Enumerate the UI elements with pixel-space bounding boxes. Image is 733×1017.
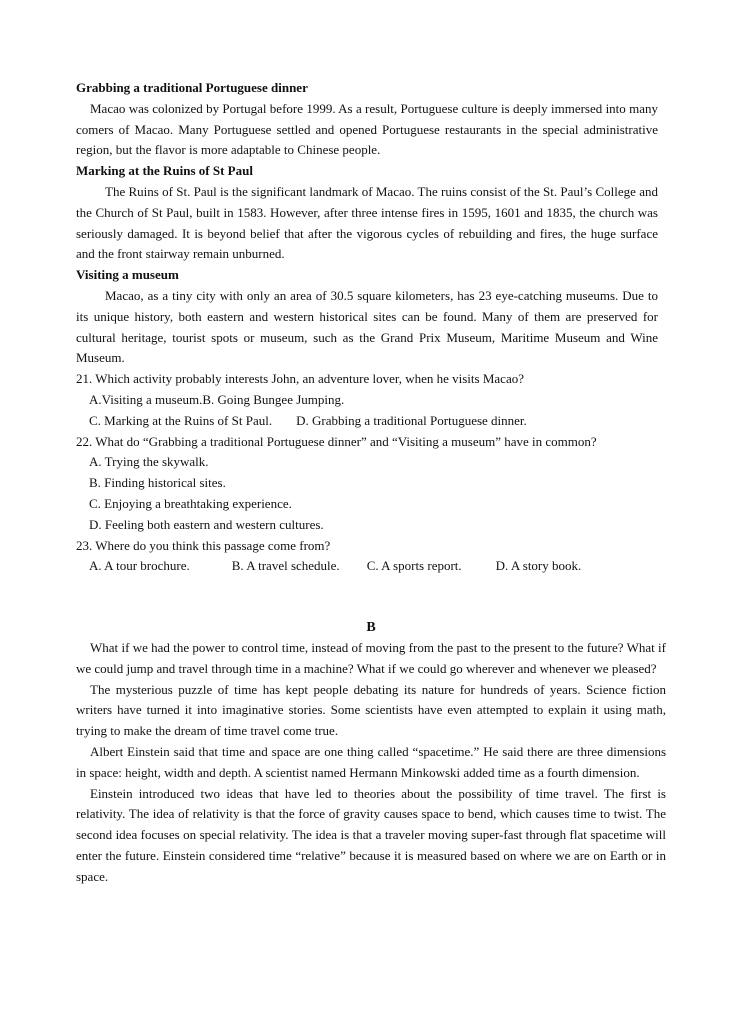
option-a[interactable]: A. Trying the skywalk.: [89, 454, 209, 470]
question-22: [76, 432, 658, 536]
heading-portuguese-dinner: Grabbing a traditional Portuguese dinner: [76, 80, 308, 95]
option-b[interactable]: B. Going Bungee Jumping.: [202, 391, 345, 407]
heading-ruins-st-paul: Marking at the Ruins of St Paul: [76, 163, 253, 179]
question-stem: 22. What do “Grabbing a traditional Portuguese dinner” and “Visiting a museum” have in common?: [76, 433, 597, 449]
option-c[interactable]: C. Marking at the Ruins of St Paul.: [89, 412, 273, 428]
question-stem: 21. Which activity probably interests John, an adventure lover, when he visits Macao?: [76, 371, 524, 387]
option-d[interactable]: D. A story book.: [495, 558, 582, 574]
option-b[interactable]: B. A travel schedule.: [231, 558, 340, 574]
paragraph-b-4: Einstein introduced two ideas that have led to theories about the possibility of time travel. The first is relativity. The idea of relativity is that the force of gravity causes space to bend, which causes time to twist. The second idea focuses on special relativity. The idea is that a traveler moving super-fast through flat spacetime will enter the future. Einstein considered time “relative” because it is measured based on where we are on Earth or in space.: [76, 785, 666, 884]
option-a[interactable]: A.Visiting a museum.: [89, 391, 203, 407]
option-d[interactable]: D. Grabbing a traditional Portuguese dinner.: [296, 412, 527, 428]
paragraph-b-2: The mysterious puzzle of time has kept people debating its nature for hundreds of years. Science fiction writers have turned it into imaginative stories. Some scientists have even attempted to explain it using math, trying to make the dream of time travel come true.: [76, 681, 666, 739]
section-b-title: B: [366, 620, 376, 635]
option-d[interactable]: D. Feeling both eastern and western cultures.: [89, 516, 324, 532]
paragraph-portuguese-dinner: Macao was colonized by Portugal before 1999. As a result, Portuguese culture is deeply immersed into many comers of Macao. Many Portuguese settled and opened Portuguese restaurants in the special administrative region, but the flavor is more adaptable to Chinese people.: [76, 100, 658, 158]
paragraph-ruins-st-paul: The Ruins of St. Paul is the significant landmark of Macao. The ruins consist of the St. Paul’s College and the Church of St Paul, built in 1583. However, after three intense fires in 1595, 1601 and 1835, the church was seriously damaged. It is beyond belief that after the vigorous cycles of rebuilding and fires, the huge surface and the front stairway remain unburned.: [76, 183, 658, 262]
heading-museum: Visiting a museum: [76, 267, 179, 283]
option-b[interactable]: B. Finding historical sites.: [89, 475, 226, 491]
option-c[interactable]: C. A sports report.: [366, 558, 462, 574]
paragraph-b-3: Albert Einstein said that time and space are one thing called “spacetime.” He said there are three dimensions in space: height, width and depth. A scientist named Hermann Minkowski added time as a fourth dimension.: [76, 743, 666, 780]
section-b: [76, 618, 666, 888]
section-a: [76, 78, 658, 577]
paragraph-b-1: What if we had the power to control time, instead of moving from the past to the present to the future? What if we could jump and travel through time in a machine? What if we could go wherever and whenever we pleased?: [76, 640, 666, 676]
question-options-row: [76, 556, 658, 577]
question-23: [76, 536, 658, 578]
paragraph-museum: Macao, as a tiny city with only an area of 30.5 square kilometers, has 23 eye-catching museums. Due to its unique history, both eastern and western historical sites can be found. Many of them are preserved for cultural heritage, tourist spots or museum, such as the Grand Prix Museum, Maritime Museum and Wine Museum.: [76, 287, 658, 366]
question-options-row: [76, 411, 658, 432]
question-options-row: [76, 390, 658, 411]
option-c[interactable]: C. Enjoying a breathtaking experience.: [89, 495, 292, 511]
option-a[interactable]: A. A tour brochure.: [89, 558, 190, 574]
question-21: [76, 369, 658, 431]
question-stem: 23. Where do you think this passage come from?: [76, 537, 331, 553]
